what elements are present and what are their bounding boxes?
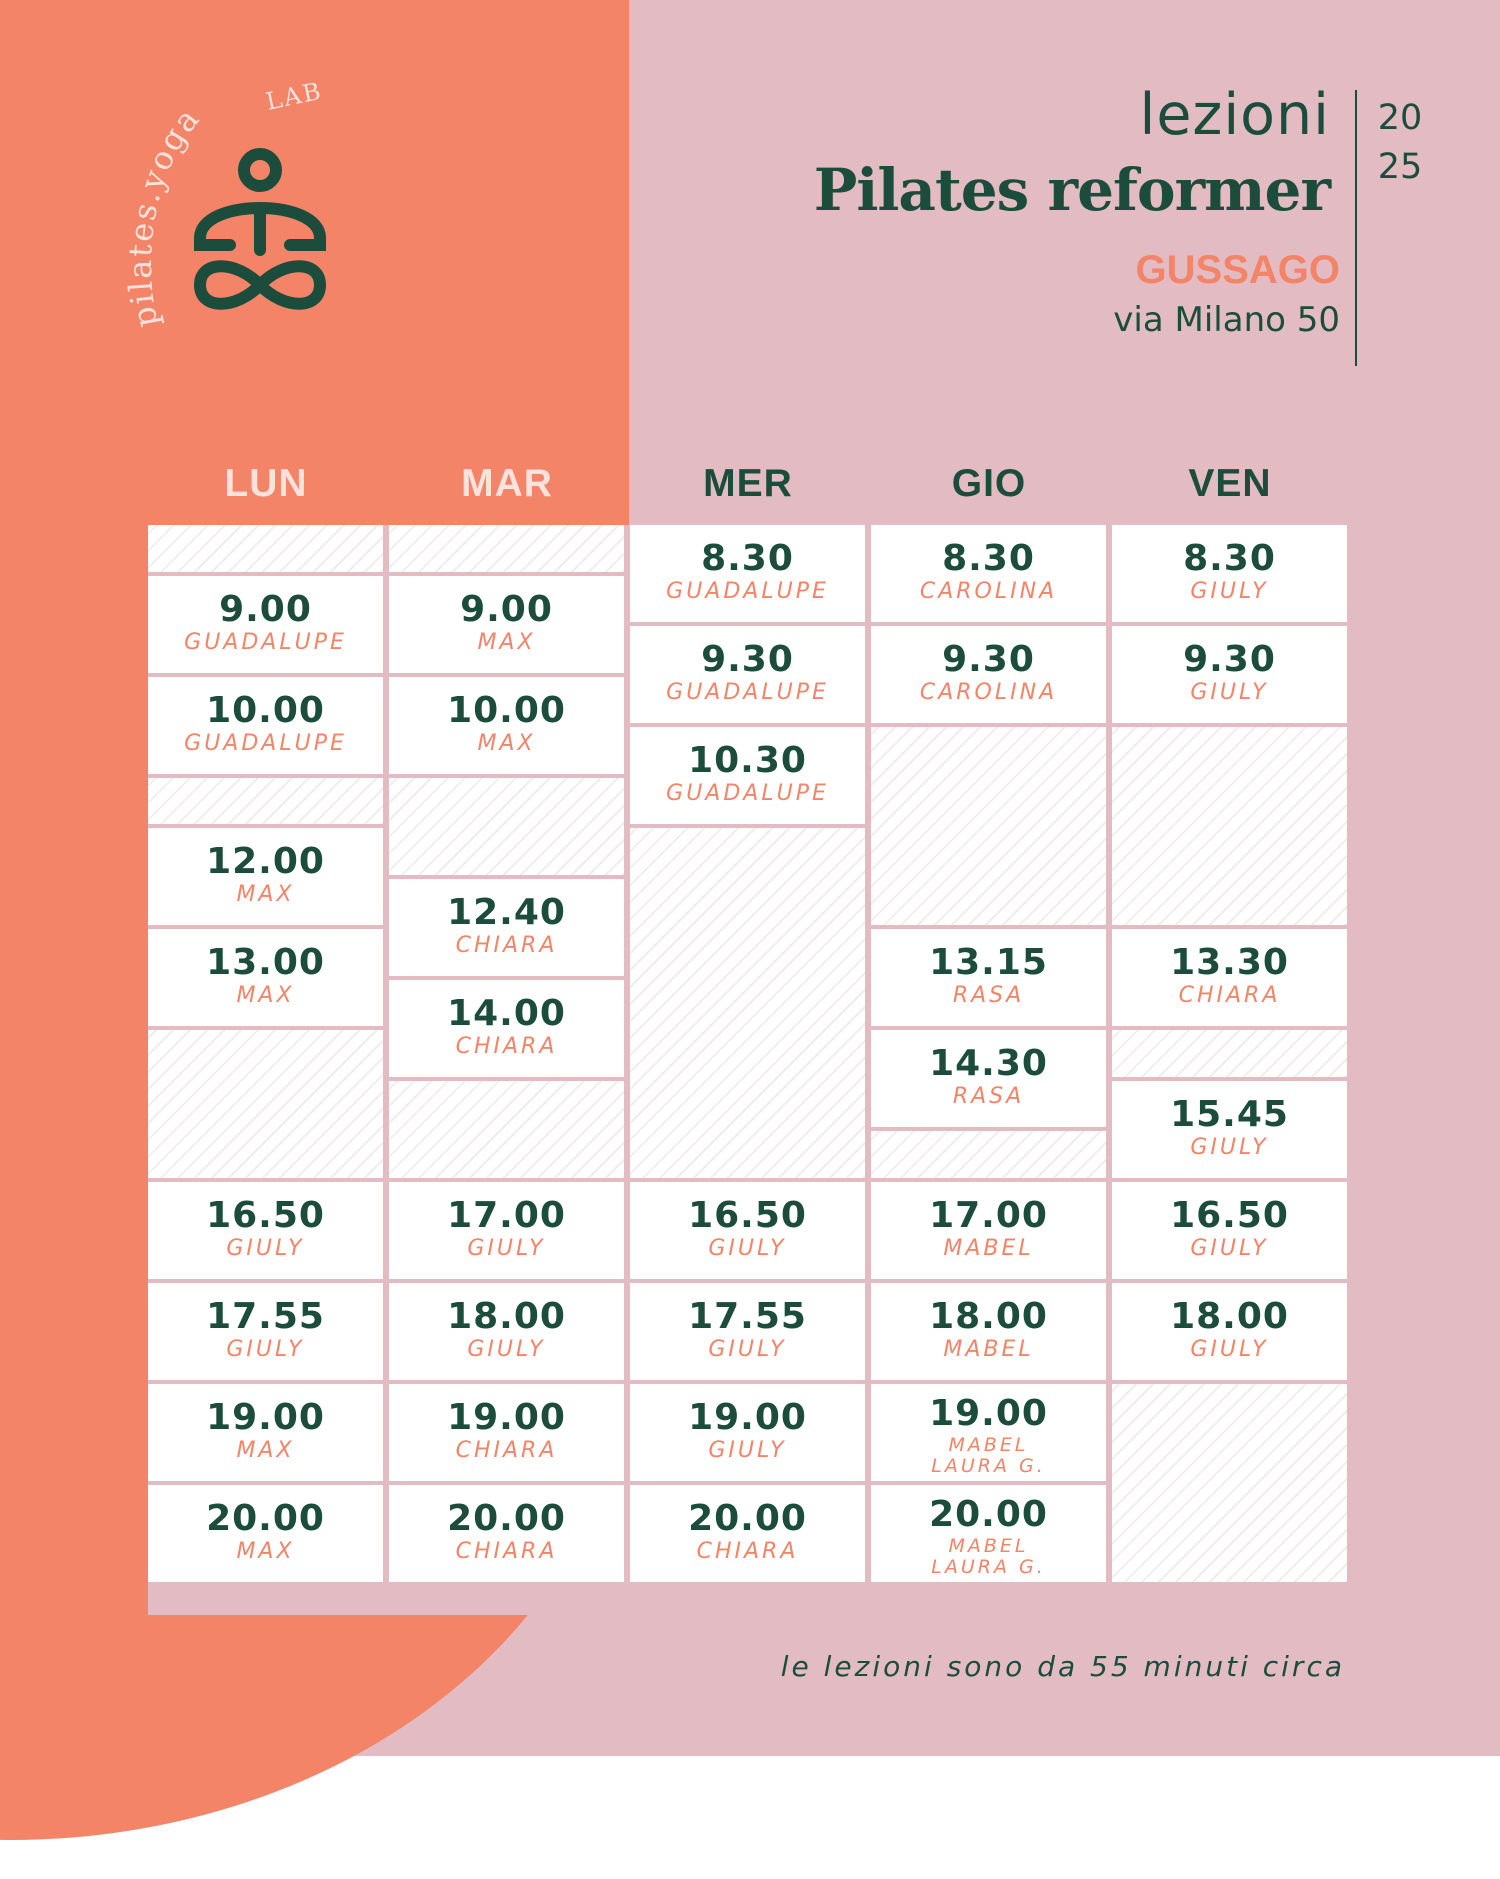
lesson-teacher: CHIARA xyxy=(455,1538,558,1564)
lesson-time: 18.00 xyxy=(929,1295,1048,1337)
empty-slot xyxy=(871,1131,1106,1178)
lesson-slot xyxy=(1112,525,1347,622)
lesson-slot xyxy=(148,1384,383,1481)
lesson-teacher: CHIARA xyxy=(455,932,558,958)
meditating-figure-infinity-icon xyxy=(118,60,358,340)
lesson-teacher: GIULY xyxy=(226,1235,305,1261)
lesson-teacher: GUADALUPE xyxy=(184,730,347,756)
lesson-slot xyxy=(148,677,383,774)
year-bottom: 25 xyxy=(1377,147,1423,187)
day-header-ven: VEN xyxy=(1188,462,1272,505)
lesson-time: 9.30 xyxy=(1183,639,1276,680)
empty-slot xyxy=(630,828,865,1178)
lesson-time: 19.00 xyxy=(447,1396,566,1438)
header-year xyxy=(1370,94,1430,192)
lesson-slot xyxy=(148,1283,383,1380)
lesson-slot xyxy=(871,1030,1106,1127)
lesson-slot xyxy=(630,1182,865,1279)
svg-text:pilates.yoga xyxy=(121,99,208,330)
lesson-slot xyxy=(1112,1283,1347,1380)
lesson-teacher: GUADALUPE xyxy=(666,680,829,705)
lesson-time: 9.00 xyxy=(460,588,553,630)
lesson-time: 16.50 xyxy=(1170,1194,1289,1236)
lesson-teacher: MAX xyxy=(236,983,295,1008)
day-header-gio: GIO xyxy=(951,462,1027,505)
lesson-teacher: GIULY xyxy=(708,1336,787,1362)
lesson-time: 13.30 xyxy=(1170,942,1289,983)
lesson-teacher: CAROLINA xyxy=(919,680,1058,705)
lesson-time: 8.30 xyxy=(1183,538,1276,579)
brand-logo xyxy=(118,60,358,340)
lesson-slot xyxy=(389,1384,624,1481)
lesson-time: 17.55 xyxy=(688,1295,807,1337)
footer-note: le lezioni sono da 55 minuti circa xyxy=(780,1650,1345,1683)
lesson-slot xyxy=(148,1182,383,1279)
lesson-time: 20.00 xyxy=(929,1493,1048,1535)
lesson-teacher: MABEL xyxy=(943,1235,1034,1261)
lesson-slot xyxy=(389,980,624,1077)
lesson-time: 15.45 xyxy=(1170,1093,1289,1135)
empty-slot xyxy=(148,778,383,825)
lesson-slot xyxy=(871,1182,1106,1279)
empty-slot xyxy=(148,1030,383,1178)
lesson-teacher: MAX xyxy=(477,629,536,655)
lesson-slot xyxy=(630,1485,865,1582)
year-top: 20 xyxy=(1377,98,1423,138)
lesson-teacher: RASA xyxy=(952,1084,1025,1109)
lesson-slot xyxy=(871,626,1106,723)
lesson-teacher: GIULY xyxy=(1190,1336,1269,1362)
empty-slot xyxy=(389,778,624,875)
lesson-slot xyxy=(148,1485,383,1582)
lesson-time: 17.00 xyxy=(447,1194,566,1236)
lesson-slot xyxy=(1112,929,1347,1026)
header-address: via Milano 50 xyxy=(1113,300,1340,340)
lesson-teacher: MABEL xyxy=(948,1534,1029,1557)
header-lessons-label: lezioni xyxy=(1139,82,1330,148)
lesson-slot xyxy=(630,1384,865,1481)
lesson-teacher: GIULY xyxy=(226,1336,305,1362)
lesson-slot xyxy=(389,1485,624,1582)
lesson-time: 20.00 xyxy=(206,1497,325,1539)
lesson-slot xyxy=(630,727,865,824)
lesson-teacher: GIULY xyxy=(708,1235,787,1261)
lesson-teacher: MAX xyxy=(236,1538,295,1564)
lesson-time: 16.50 xyxy=(206,1194,325,1236)
lesson-time: 20.00 xyxy=(688,1497,807,1539)
logo-lab-text: LAB xyxy=(263,76,325,116)
lesson-slot xyxy=(389,1182,624,1279)
header-location: GUSSAGO xyxy=(1135,248,1340,292)
lesson-teacher: MABEL xyxy=(943,1336,1034,1362)
lesson-teacher: MAX xyxy=(477,730,536,756)
empty-slot xyxy=(1112,1030,1347,1077)
lesson-teacher: MAX xyxy=(236,1437,295,1463)
logo-brand-text: pilates.yoga xyxy=(120,99,208,331)
lesson-time: 20.00 xyxy=(447,1497,566,1539)
lesson-time: 12.00 xyxy=(206,841,325,882)
lesson-slot xyxy=(389,576,624,673)
lesson-slot xyxy=(630,626,865,723)
day-header-lun: LUN xyxy=(224,462,308,505)
day-column-lun xyxy=(148,525,383,1615)
lesson-teacher: GIULY xyxy=(467,1235,546,1261)
lesson-teacher: GIULY xyxy=(1190,1235,1269,1261)
lesson-time: 10.00 xyxy=(206,689,325,731)
header-title: Pilates reformer xyxy=(813,156,1330,224)
lesson-time: 18.00 xyxy=(447,1295,566,1337)
lesson-time: 13.15 xyxy=(929,942,1048,983)
lesson-slot xyxy=(871,1283,1106,1380)
lesson-slot xyxy=(630,525,865,622)
lesson-teacher: CAROLINA xyxy=(919,579,1058,604)
lesson-slot xyxy=(389,1283,624,1380)
empty-slot xyxy=(1112,727,1347,925)
lesson-time: 14.30 xyxy=(929,1043,1048,1084)
lesson-teacher: GIULY xyxy=(1190,680,1269,705)
lesson-time: 19.00 xyxy=(688,1396,807,1438)
lesson-slot xyxy=(1112,1081,1347,1178)
lesson-slot xyxy=(871,1384,1106,1481)
lesson-time: 18.00 xyxy=(1170,1295,1289,1337)
empty-slot xyxy=(389,525,624,572)
lesson-time: 19.00 xyxy=(206,1396,325,1438)
lesson-time: 8.30 xyxy=(942,538,1035,579)
lesson-teacher: CHIARA xyxy=(455,1033,558,1059)
header xyxy=(730,80,1340,346)
lesson-teacher: GIULY xyxy=(1190,1134,1269,1160)
lesson-time: 12.40 xyxy=(447,891,566,933)
day-header-mer: MER xyxy=(703,462,793,505)
empty-slot xyxy=(389,1081,624,1178)
lesson-time: 9.30 xyxy=(701,639,794,680)
lesson-teacher: LAURA G. xyxy=(931,1555,1046,1578)
lesson-teacher: GIULY xyxy=(708,1437,787,1463)
lesson-time: 13.00 xyxy=(206,942,325,983)
lesson-teacher: GUADALUPE xyxy=(666,781,829,806)
empty-slot xyxy=(1112,1384,1347,1582)
lesson-time: 14.00 xyxy=(447,992,566,1034)
lesson-teacher: GIULY xyxy=(467,1336,546,1362)
empty-slot xyxy=(148,525,383,572)
lesson-time: 8.30 xyxy=(701,538,794,579)
lesson-time: 10.00 xyxy=(447,689,566,731)
lesson-time: 9.00 xyxy=(219,588,312,630)
lesson-slot xyxy=(630,1283,865,1380)
lesson-time: 19.00 xyxy=(929,1392,1048,1434)
lesson-time: 10.30 xyxy=(688,740,807,781)
lesson-teacher: GIULY xyxy=(1190,579,1269,604)
lesson-slot xyxy=(148,929,383,1026)
lesson-time: 17.00 xyxy=(929,1194,1048,1236)
lesson-slot xyxy=(148,576,383,673)
lesson-teacher: GUADALUPE xyxy=(184,629,347,655)
lesson-teacher: MAX xyxy=(236,882,295,907)
lesson-teacher: CHIARA xyxy=(696,1538,799,1564)
day-column-gio xyxy=(871,525,1106,1615)
day-column-mer xyxy=(630,525,865,1615)
day-header-mar: MAR xyxy=(461,462,553,505)
lesson-slot xyxy=(871,525,1106,622)
lesson-slot xyxy=(871,929,1106,1026)
lesson-slot xyxy=(871,1485,1106,1582)
lesson-teacher: LAURA G. xyxy=(931,1454,1046,1477)
lesson-teacher: RASA xyxy=(952,983,1025,1008)
day-column-mar xyxy=(389,525,624,1615)
day-column-ven xyxy=(1112,525,1347,1615)
lesson-time: 16.50 xyxy=(688,1194,807,1236)
lesson-slot xyxy=(1112,1182,1347,1279)
header-divider xyxy=(1355,90,1357,366)
lesson-teacher: GUADALUPE xyxy=(666,579,829,604)
lesson-teacher: CHIARA xyxy=(1178,983,1281,1008)
lesson-slot xyxy=(148,828,383,925)
lesson-slot xyxy=(389,879,624,976)
lesson-time: 17.55 xyxy=(206,1295,325,1337)
lesson-time: 9.30 xyxy=(942,639,1035,680)
lesson-teacher: CHIARA xyxy=(455,1437,558,1463)
lesson-slot xyxy=(389,677,624,774)
empty-slot xyxy=(871,727,1106,925)
lesson-slot xyxy=(1112,626,1347,723)
lesson-teacher: MABEL xyxy=(948,1433,1029,1456)
